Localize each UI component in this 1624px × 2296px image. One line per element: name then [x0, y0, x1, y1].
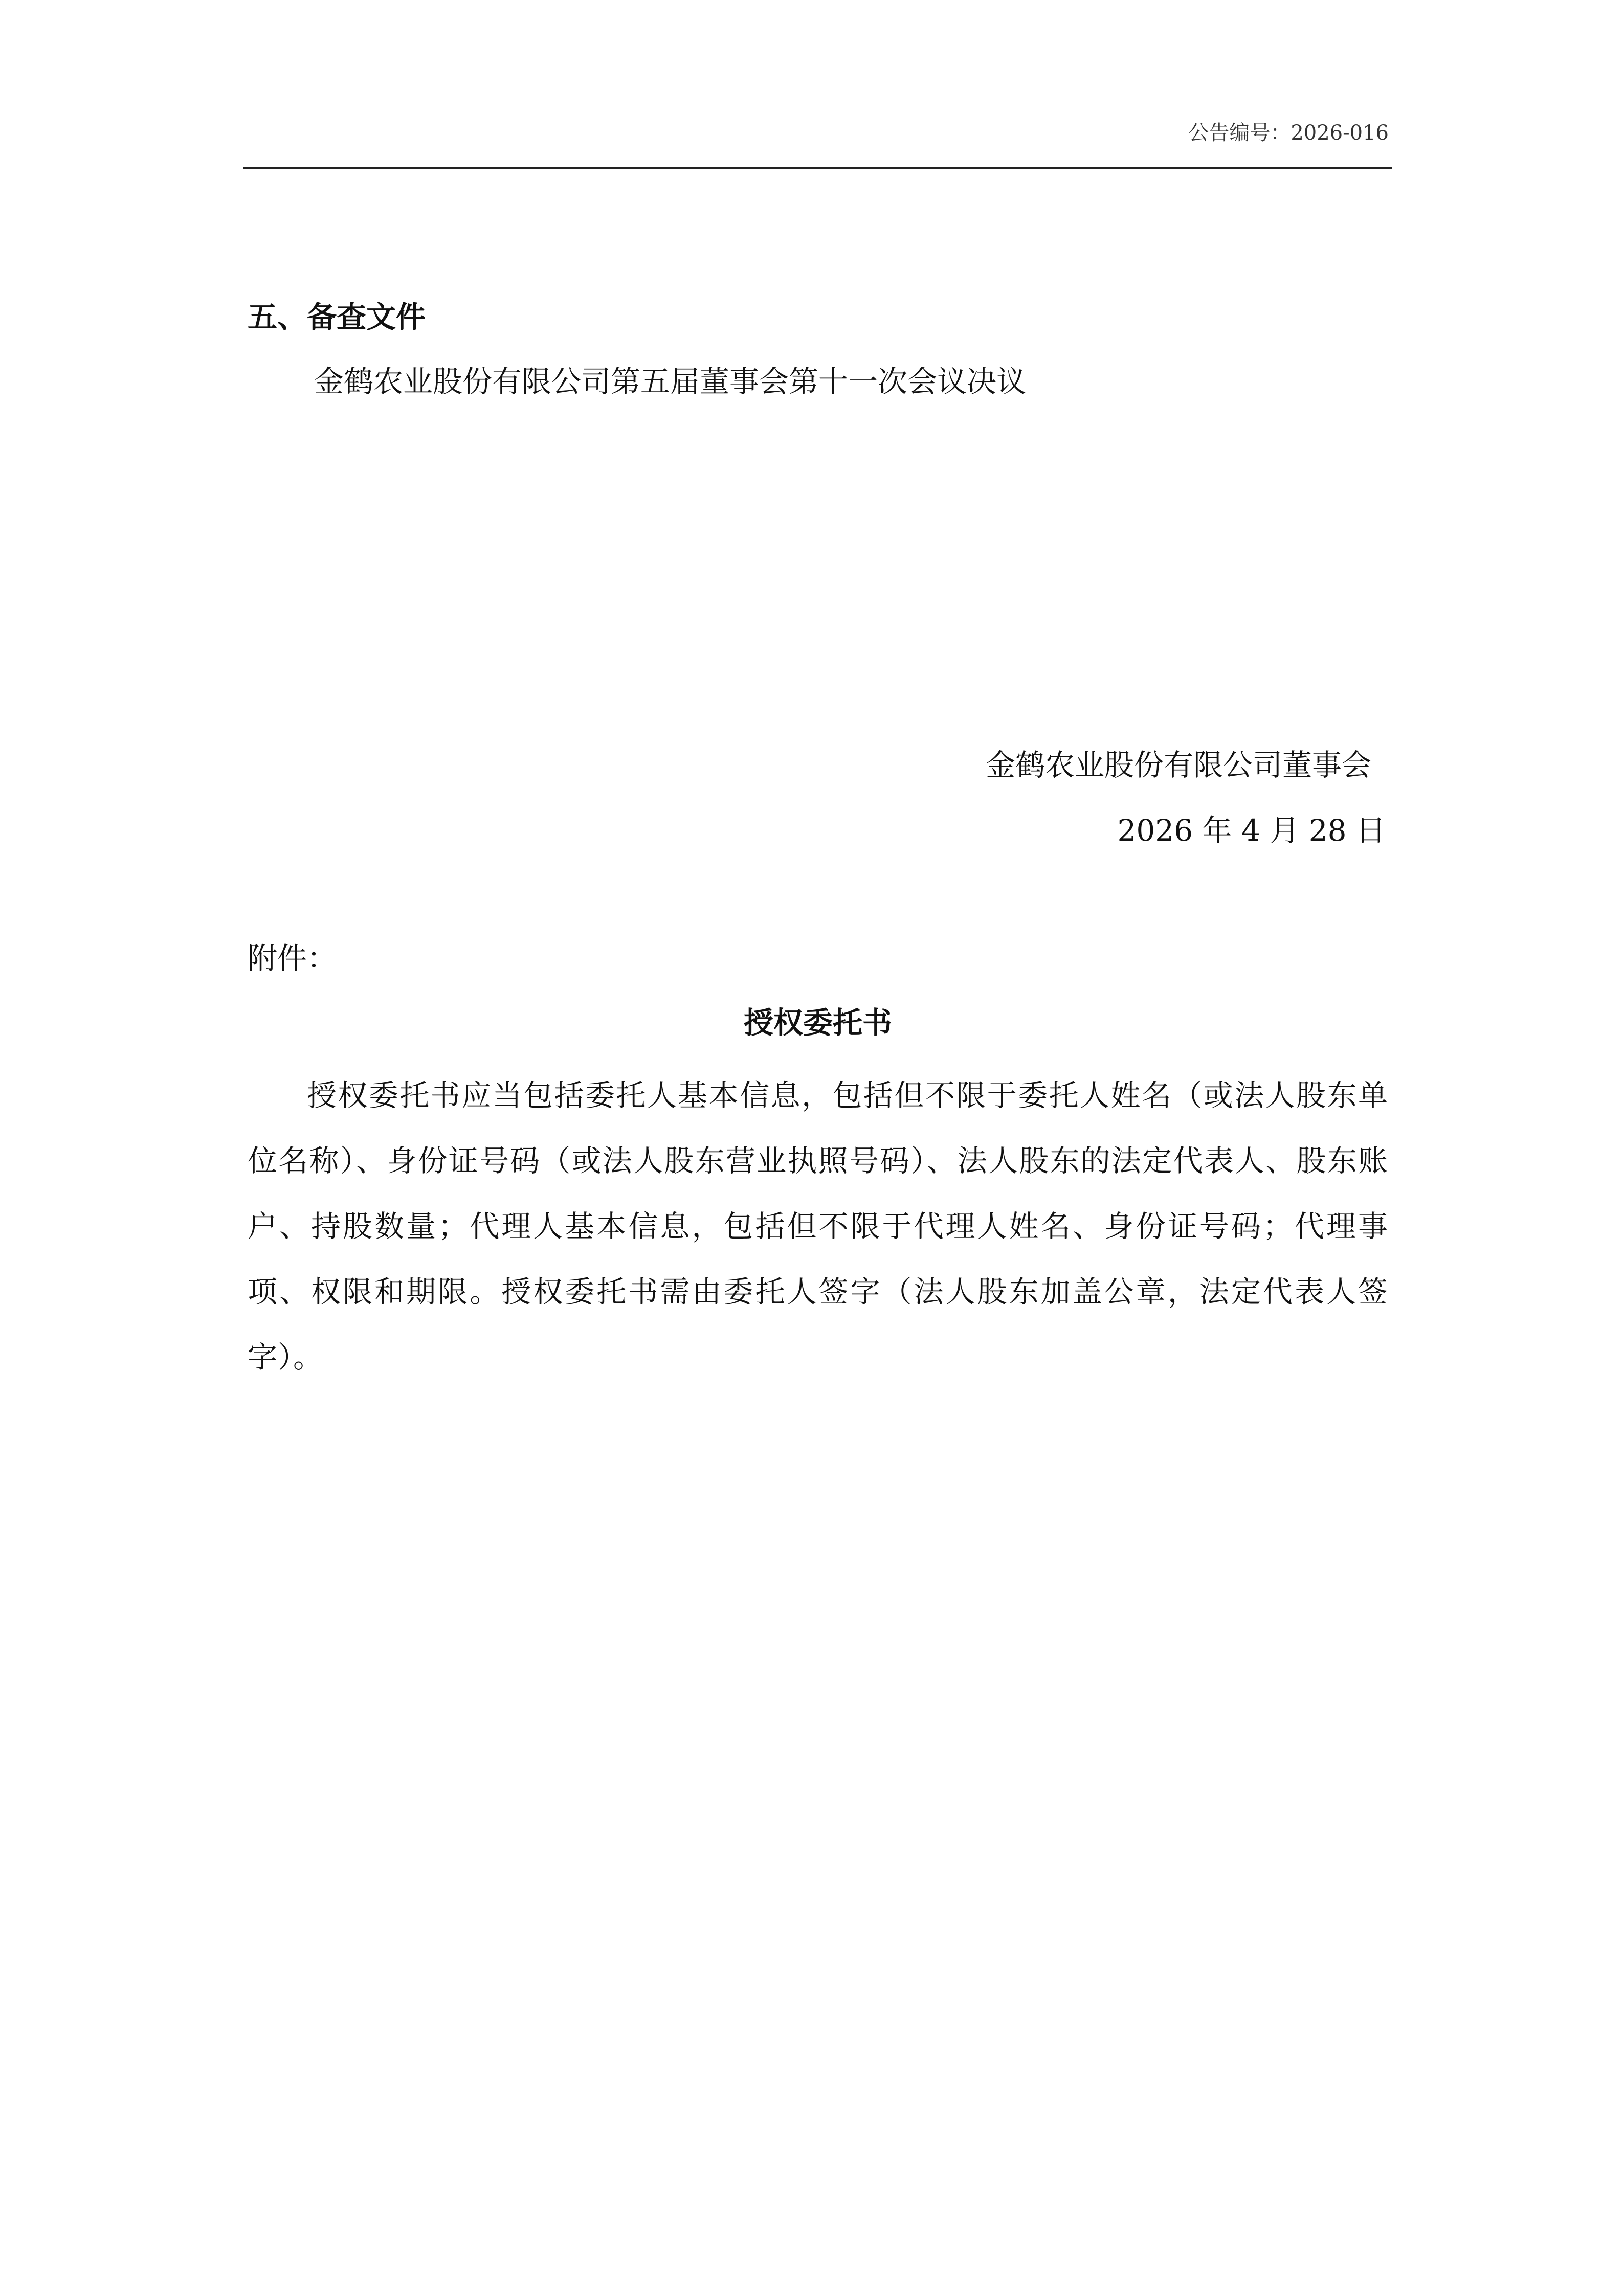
announcement-number: 公告编号：2026-016	[1188, 121, 1389, 145]
signature-date: 2026 年 4 月 28 日	[1117, 813, 1386, 848]
signature-company: 金鹤农业股份有限公司董事会	[985, 748, 1371, 782]
section-heading-reference-documents: 五、备查文件	[248, 300, 426, 334]
header-divider	[243, 167, 1392, 169]
attachment-title: 授权委托书	[743, 1005, 892, 1040]
reference-document-item: 金鹤农业股份有限公司第五届董事会第十一次会议决议	[314, 364, 1027, 399]
attachment-label: 附件：	[248, 941, 337, 976]
attachment-body-paragraph: 授权委托书应当包括委托人基本信息，包括但不限于委托人姓名（或法人股东单位名称）、身份证号码（或法人股东营业执照号码）、法人股东的法定代表人、股东账户、持股数量；代理人基本信息，包括但不限于代理人姓名、身份证号码；代理事项、权限和期限。授权委托书需由委托人签字（法人股东加盖公章，法定代表人签字）。	[248, 1078, 1388, 1375]
